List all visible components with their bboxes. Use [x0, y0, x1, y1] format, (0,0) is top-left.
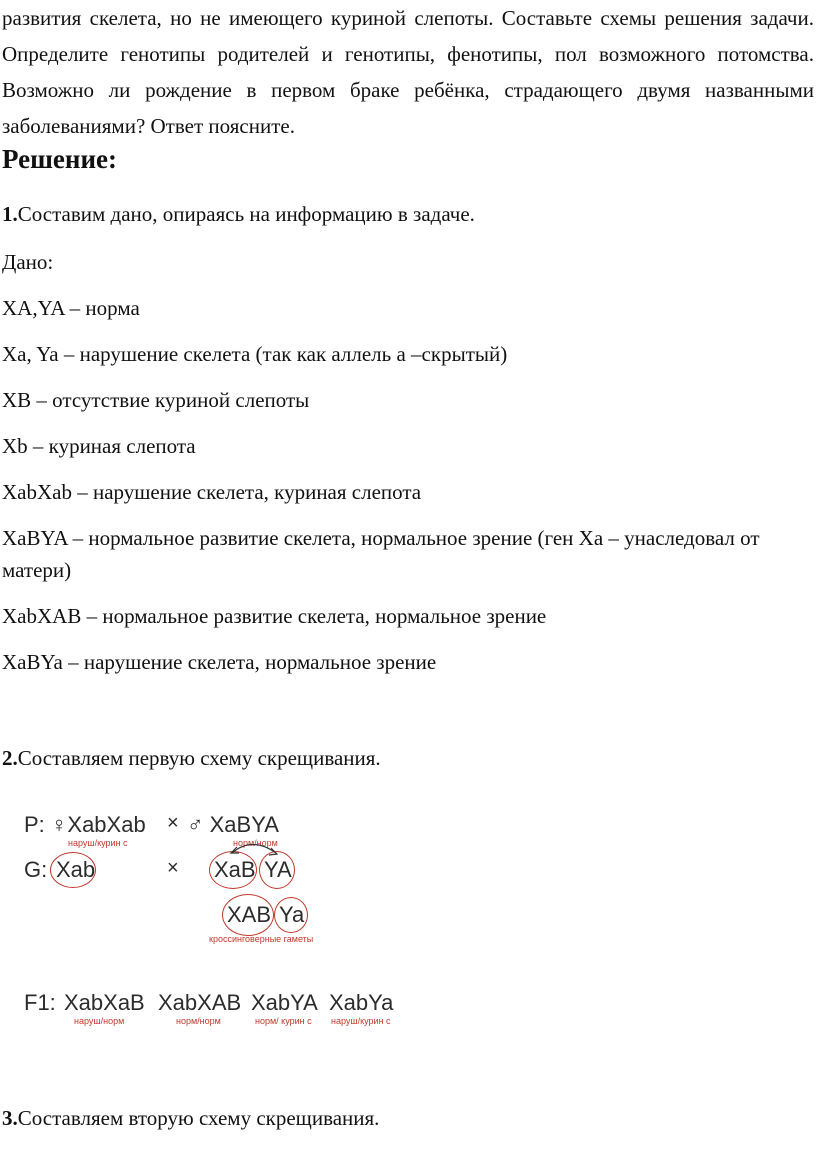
given-label: Дано:	[2, 250, 54, 274]
step3-line	[2, 1102, 379, 1134]
crossing-diagram	[0, 800, 816, 1040]
cross-sign-gametes: ×	[167, 857, 179, 879]
given-line-8: XaBYa – нарушение скелета, нормальное зрение	[2, 650, 437, 674]
offspring-2-genotype: XabXAB	[158, 990, 242, 1015]
offspring-1-note: наруш/норм	[74, 1016, 125, 1026]
crossover-gamete-1: XAB	[227, 902, 272, 927]
parents-female: P: ♀XabXab	[24, 812, 146, 837]
offspring-3-note: норм/ курин с	[255, 1016, 312, 1026]
given-line-5: XabXab – нарушение скелета, куриная слепота	[2, 480, 422, 504]
female-phenotype-note: наруш/курин с	[68, 838, 128, 848]
gamete-male-2: YA	[264, 857, 292, 882]
offspring-4-genotype: XabYa	[329, 990, 394, 1015]
step1-line	[2, 198, 475, 230]
intro-paragraph: развития скелета, но не имеющего куриной слепоты. Составьте схемы решения задачи. Определите генотипы родителей и генотипы, фенотипы, пол возможного потомства. Возможно ли рождение в первом браке ребёнка, страдающего двумя названными заболеваниями? Ответ поясните.	[2, 6, 814, 138]
f1-label: F1:	[24, 990, 56, 1015]
crossover-gamete-2: Ya	[279, 902, 305, 927]
step1-text: Составим дано, опираясь на информацию в задаче.	[17, 202, 475, 226]
offspring-1-genotype: XabXaB	[64, 990, 145, 1015]
step2-text: Составляем первую схему скрещивания.	[17, 746, 381, 770]
step3-number: 3.	[2, 1106, 18, 1130]
given-line-7: XabXAB – нормальное развитие скелета, нормальное зрение	[2, 604, 547, 628]
solution-heading: Решение:	[2, 144, 117, 174]
step1-number: 1.	[2, 202, 18, 226]
crossover-gamete-1-circle	[222, 894, 274, 936]
step2-line	[2, 742, 381, 774]
given-line-3: XB – отсутствие куриной слепоты	[2, 388, 310, 412]
given-line-6: XaBYA – нормальное развитие скелета, нормальное зрение (ген Xa – унаследовал от матери)	[2, 526, 760, 582]
step2-number: 2.	[2, 746, 18, 770]
step3-text: Составляем вторую схему скрещивания.	[17, 1106, 380, 1130]
gamete-male-1: XaB	[214, 857, 256, 882]
male-phenotype-note: норм/норм	[233, 838, 278, 848]
crossover-note: кроссинговерные гаметы	[209, 934, 314, 944]
given-line-2: Xa, Ya – нарушение скелета (так как аллель а –скрытый)	[2, 342, 508, 366]
offspring-4-note: наруш/курин с	[331, 1016, 391, 1026]
cross-sign-parents: ×	[167, 812, 179, 834]
given-line-4: Xb – куриная слепота	[2, 434, 196, 458]
gamete-female: Xab	[56, 857, 96, 882]
crossover-gamete-2-circle	[274, 897, 308, 933]
given-line-1: XA,YA – норма	[2, 296, 140, 320]
offspring-3-genotype: XabYA	[251, 990, 318, 1015]
gametes-label: G:	[24, 857, 48, 882]
parents-male: ♂ XaBYA	[187, 812, 279, 837]
offspring-2-note: норм/норм	[176, 1016, 221, 1026]
